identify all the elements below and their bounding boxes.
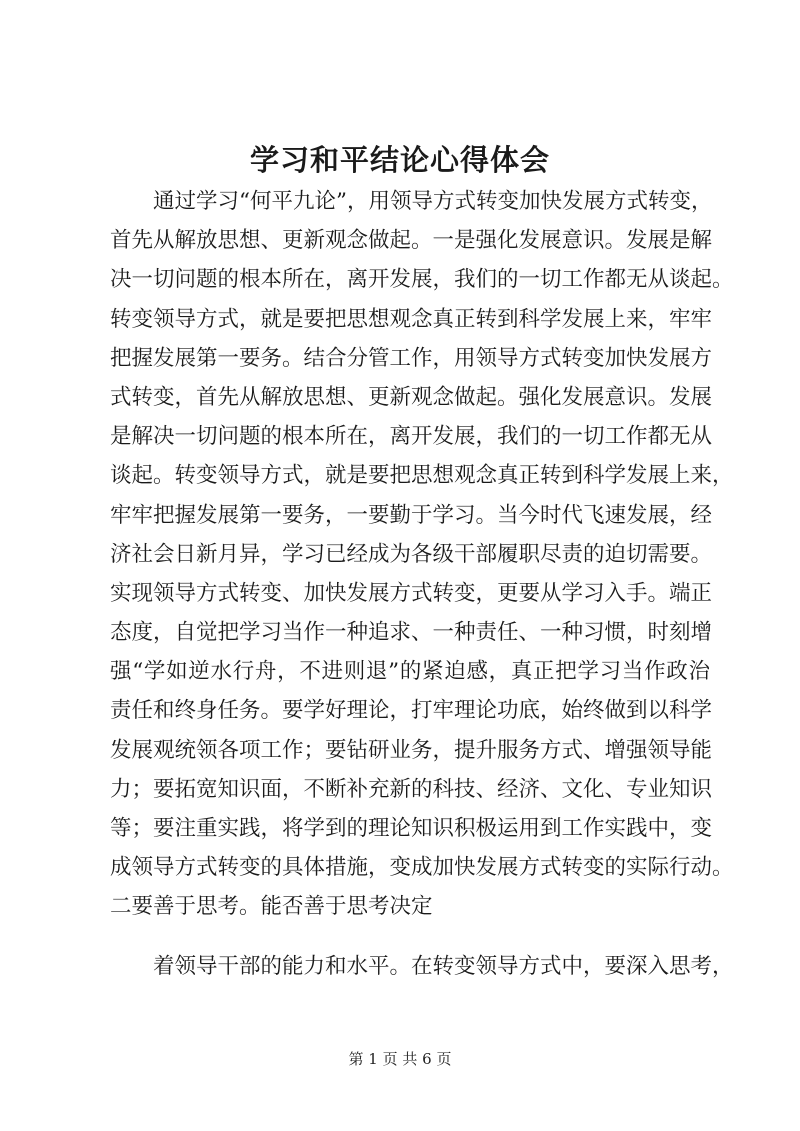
text-line: 责任和终身任务。要学好理论，打牢理论功底，始终做到以科学 <box>110 698 713 724</box>
text-line: 把握发展第一要务。结合分管工作，用领导方式转变加快发展方 <box>110 345 713 371</box>
paragraph-1 <box>110 182 734 927</box>
text-line: 式转变，首先从解放思想、更新观念做起。强化发展意识。发展 <box>110 384 713 410</box>
text-line: 强“学如逆水行舟，不进则退”的紧迫感，真正把学习当作政治 <box>110 659 710 685</box>
paragraph-2 <box>110 947 734 986</box>
text-line: 首先从解放思想、更新观念做起。一是强化发展意识。发展是解 <box>110 228 713 254</box>
text-line: 态度，自觉把学习当作一种追求、一种责任、一种习惯，时刻增 <box>110 620 713 646</box>
paragraph-gap <box>110 927 710 947</box>
document-title: 学习和平结论心得体会 <box>249 143 550 177</box>
text-line: 决一切问题的根本所在，离开发展，我们的一切工作都无从谈起。 <box>110 267 734 293</box>
text-line: 牢牢把握发展第一要务，一要勤于学习。当今时代飞速发展，经 <box>110 502 713 528</box>
text-line: 谈起。转变领导方式，就是要把思想观念真正转到科学发展上来， <box>110 463 734 489</box>
text-line: 发展观统领各项工作；要钻研业务，提升服务方式、增强领导能 <box>110 737 713 763</box>
page-number-footer: 第 1 页 共 6 页 <box>348 1050 452 1068</box>
text-line: 二要善于思考。能否善于思考决定 <box>110 894 433 920</box>
text-line: 力；要拓宽知识面，不断补充新的科技、经济、文化、专业知识 <box>110 776 713 802</box>
document-body <box>110 182 734 986</box>
text-line: 是解决一切问题的根本所在，离开发展，我们的一切工作都无从 <box>110 424 713 450</box>
text-line: 成领导方式转变的具体措施，变成加快发展方式转变的实际行动。 <box>110 855 734 881</box>
text-line: 通过学习“何平九论”，用领导方式转变加快发展方式转变， <box>110 189 713 214</box>
text-line: 等；要注重实践，将学到的理论知识积极运用到工作实践中，变 <box>110 816 713 841</box>
text-line: 实现领导方式转变、加快发展方式转变，更要从学习入手。端正 <box>110 580 713 606</box>
text-line: 转变领导方式，就是要把思想观念真正转到科学发展上来，牢牢 <box>110 306 713 332</box>
text-line: 着领导干部的能力和水平。在转变领导方式中，要深入思考， <box>110 953 734 979</box>
text-line: 济社会日新月异，学习已经成为各级干部履职尽责的迫切需要。 <box>110 541 713 567</box>
